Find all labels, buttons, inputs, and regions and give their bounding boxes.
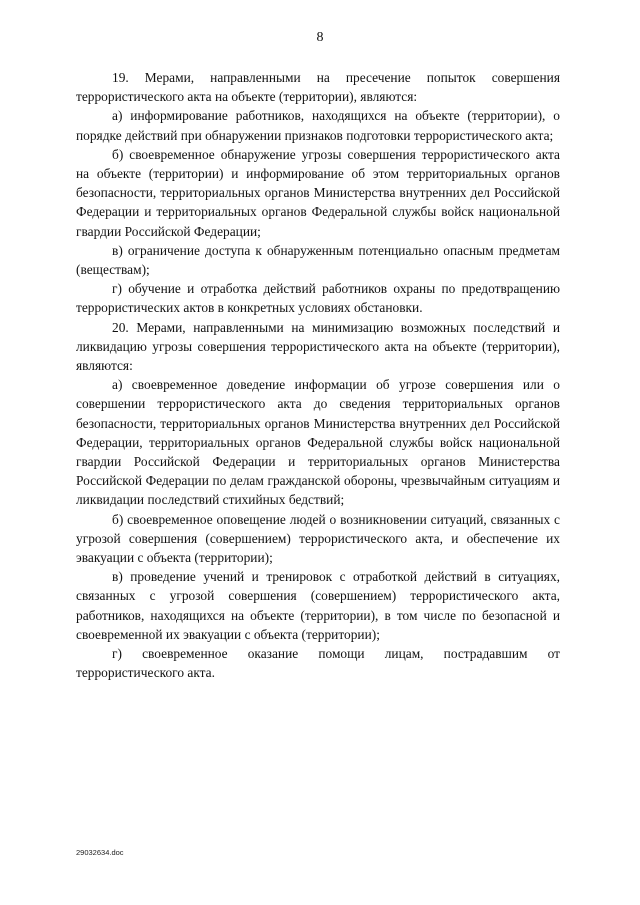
- document-body: [76, 68, 560, 683]
- paragraph-19-a: а) информирование работников, находящихся на объекте (территории), о порядке действий при обнаружении признаков подготовки террористического акта;: [76, 108, 560, 143]
- paragraph-20-g: г) своевременное оказание помощи лицам, пострадавшим от террористического акта.: [76, 646, 560, 681]
- paragraph-19-intro: 19. Мерами, направленными на пресечение попыток совершения террористического акта на объекте (территории), являются:: [76, 70, 560, 105]
- footer-file-code: 29032634.doc: [76, 848, 124, 857]
- paragraph-20-a: а) своевременное доведение информации об угрозе совершения или о совершении террористического акта до сведения территориальных органов безопасности, территориальных органов Министерства внутренних дел Российской Федерации, территориальных органов Федеральной службы войск национальной гвардии Российской Федерации и территориальных органов Министерства Российской Федерации по делам гражданской обороны, чрезвычайным ситуациям и ликвидации последствий стихийных бедствий;: [76, 377, 560, 508]
- page-number: 8: [316, 30, 324, 45]
- paragraph-20-v: в) проведение учений и тренировок с отработкой действий в ситуациях, связанных с угрозой совершения (совершением) террористического акта, работников, находящихся на объекте (территории), в том числе по безопасной и своевременной их эвакуации с объекта (территории);: [76, 569, 560, 642]
- paragraph-20-b: б) своевременное оповещение людей о возникновении ситуаций, связанных с угрозой совершения (совершением) террористического акта, и обеспечение их эвакуации с объекта (территории);: [76, 511, 560, 566]
- paragraph-20-intro: 20. Мерами, направленными на минимизацию возможных последствий и ликвидацию угрозы совершения террористического акта на объекте (территории), являются:: [76, 319, 560, 374]
- paragraph-19-v: в) ограничение доступа к обнаруженным потенциально опасным предметам (веществам);: [76, 242, 560, 278]
- paragraph-19-g: г) обучение и отработка действий работников охраны по предотвращению террористических актов в конкретных условиях обстановки.: [76, 281, 560, 316]
- paragraph-19-b: б) своевременное обнаружение угрозы совершения террористического акта на объекте (территории) и информирование об этом территориальных органов безопасности, территориальных органов Министерства внутренних дел Российской Федерации и территориальных органов Федеральной службы войск национальной гвардии Российской Федерации;: [76, 146, 560, 239]
